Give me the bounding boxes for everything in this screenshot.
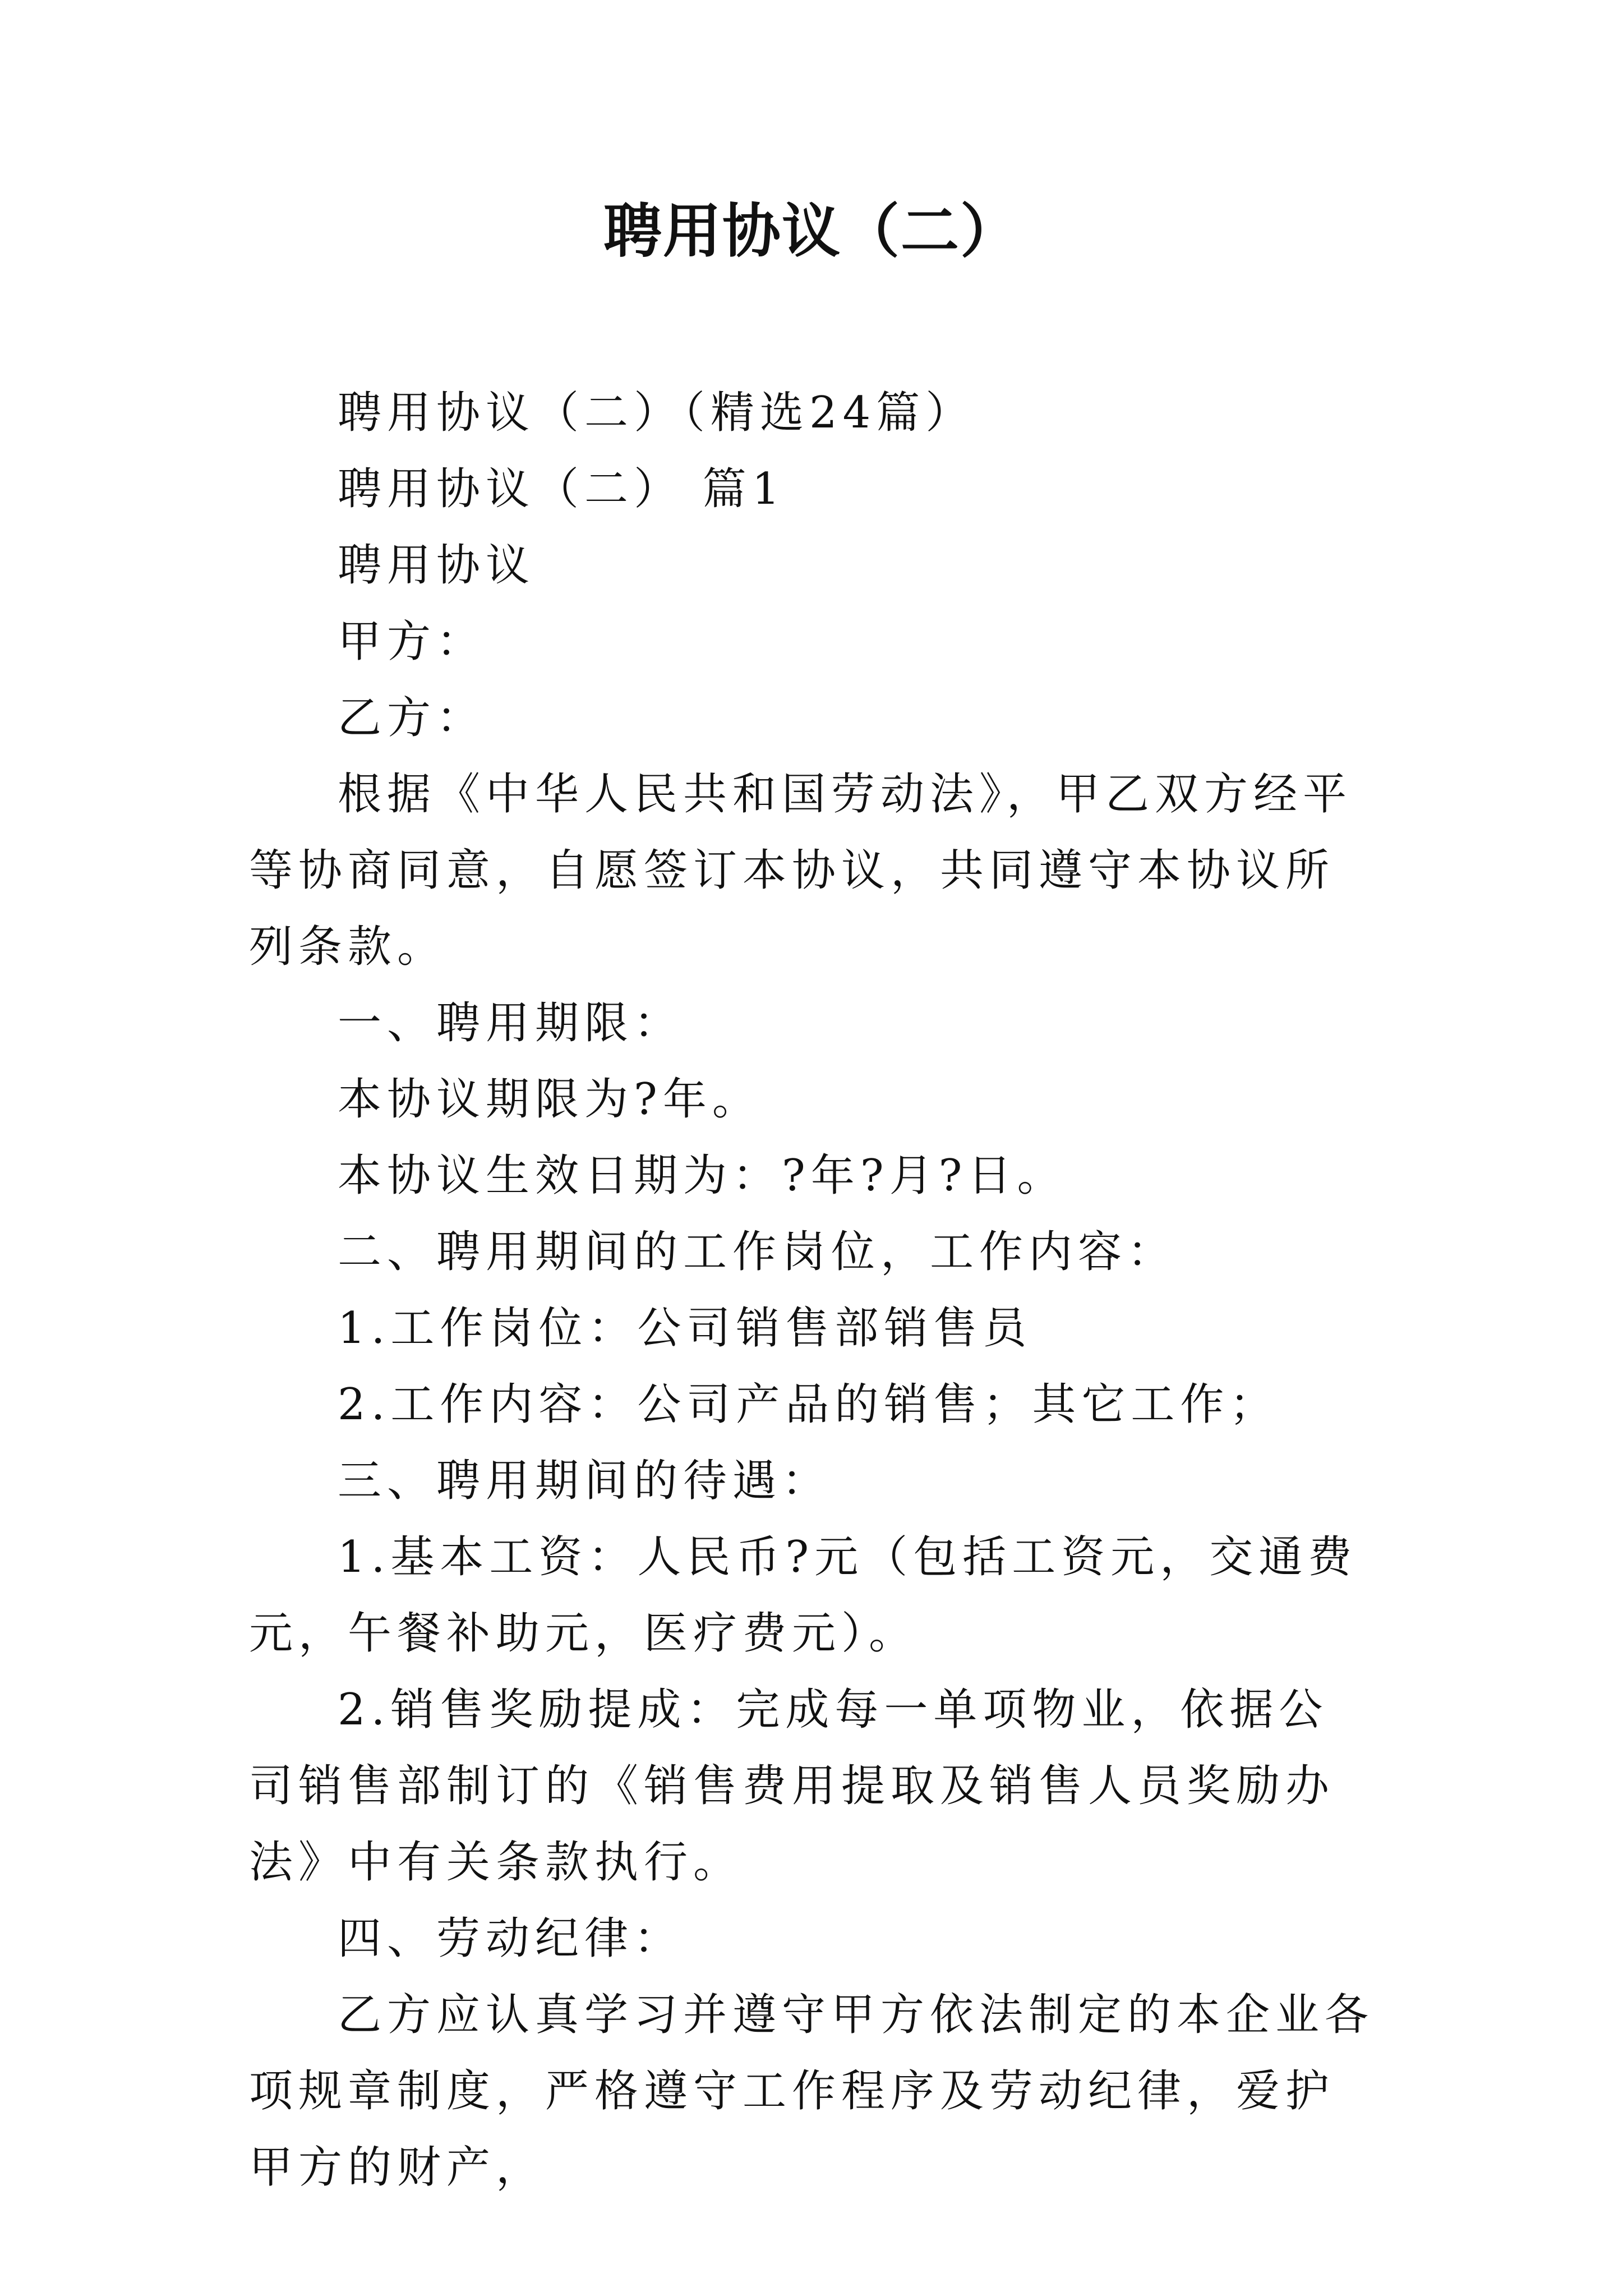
paragraph-discipline: 乙方应认真学习并遵守甲方依法制定的本企业各项规章制度，严格遵守工作程序及劳动纪律，爱护甲方的财产， [249,1990,1375,2193]
paragraph-base-salary: 1.基本工资：人民币?元（包括工资元，交通费元，午餐补助元，医疗费元）。 [249,1532,1358,1659]
paragraph-preamble: 根据《中华人民共和国劳动法》，甲乙双方经平等协商同意，自愿签订本协议，共同遵守本协议所列条款。 [249,769,1353,972]
paragraph-term: 本协议期限为?年。 [338,1074,762,1125]
paragraph-sales-commission: 2.销售奖励提成：完成每一单项物业，依据公司销售部制订的《销售费用提取及销售人员奖励办法》中有关条款执行。 [249,1685,1335,1888]
document-title: 聘用协议（二） [603,196,1020,265]
paragraph-clause-2-heading: 二、聘用期间的工作岗位，工作内容： [338,1227,1177,1277]
paragraph-clause-1-heading: 一、聘用期限： [338,998,684,1048]
paragraph-party-a: 甲方： [338,616,486,667]
paragraph-clause-4-heading: 四、劳动纪律： [338,1913,684,1964]
paragraph-subtitle: 聘用协议（二）（精选24篇） [338,388,975,438]
paragraph-agreement-name: 聘用协议 [338,540,536,591]
paragraph-party-b: 乙方： [338,693,486,743]
document-body [249,375,1377,2206]
paragraph-clause-3-heading: 三、聘用期间的待遇： [338,1456,832,1506]
paragraph-position: 1.工作岗位：公司销售部销售员 [338,1303,1032,1354]
paragraph-job-content: 2.工作内容：公司产品的销售；其它工作； [338,1379,1279,1430]
paragraph-section-heading: 聘用协议（二） 篇1 [338,464,786,514]
paragraph-effective-date: 本协议生效日期为：?年?月?日。 [338,1151,1067,1201]
